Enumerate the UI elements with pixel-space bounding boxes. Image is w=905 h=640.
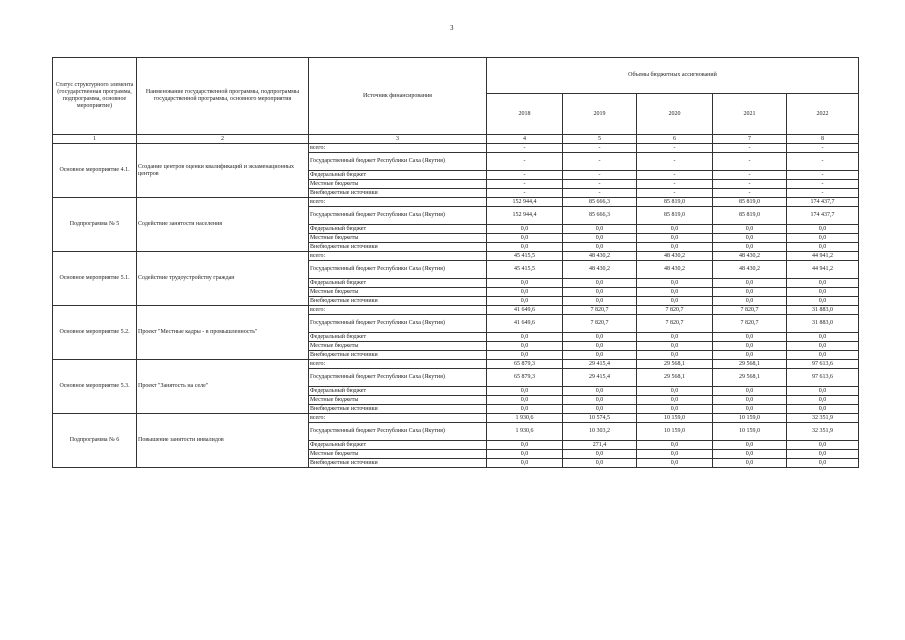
table-row [53,198,859,207]
source-cell: Внебюджетные источники [309,189,487,198]
value-cell: 7 820,7 [713,315,787,333]
value-cell: 48 430,2 [637,252,713,261]
column-number: 4 [487,135,563,144]
value-cell: 0,0 [637,450,713,459]
source-cell: Государственный бюджет Республики Саха (Якутия) [309,369,487,387]
value-cell: - [637,144,713,153]
value-cell: 152 944,4 [487,207,563,225]
value-cell: 45 415,5 [487,252,563,261]
value-cell: 0,0 [563,225,637,234]
value-cell: 0,0 [487,333,563,342]
value-cell: 0,0 [487,396,563,405]
value-cell: 0,0 [563,387,637,396]
value-cell: - [637,180,713,189]
source-cell: Местные бюджеты [309,450,487,459]
value-cell: 0,0 [487,234,563,243]
status-cell: Основное мероприятие 4.1. [53,144,137,198]
column-number: 7 [713,135,787,144]
value-cell: 0,0 [487,225,563,234]
value-cell: 10 159,0 [637,414,713,423]
source-cell: Местные бюджеты [309,342,487,351]
value-cell: 0,0 [563,396,637,405]
value-cell: 152 944,4 [487,198,563,207]
value-cell: 0,0 [563,405,637,414]
value-cell: 0,0 [713,279,787,288]
value-cell: 29 568,1 [637,360,713,369]
value-cell: 7 820,7 [637,315,713,333]
source-cell: всего: [309,306,487,315]
value-cell: 0,0 [713,450,787,459]
value-cell: 10 303,2 [563,423,637,441]
value-cell: 0,0 [637,441,713,450]
header-year: 2020 [637,94,713,135]
source-cell: Федеральный бюджет [309,333,487,342]
source-cell: Местные бюджеты [309,396,487,405]
value-cell: - [787,180,859,189]
column-number: 6 [637,135,713,144]
value-cell: 0,0 [487,243,563,252]
value-cell: 174 437,7 [787,198,859,207]
value-cell: 97 613,6 [787,360,859,369]
header-year: 2018 [487,94,563,135]
value-cell: 0,0 [713,387,787,396]
column-number: 5 [563,135,637,144]
value-cell: 0,0 [787,405,859,414]
status-cell: Основное мероприятие 5.3. [53,360,137,414]
value-cell: - [787,189,859,198]
value-cell: 0,0 [637,342,713,351]
value-cell: - [713,144,787,153]
value-cell: 0,0 [787,441,859,450]
status-cell: Подпрограмма № 5 [53,198,137,252]
source-cell: всего: [309,144,487,153]
value-cell: 7 820,7 [563,306,637,315]
value-cell: 0,0 [637,396,713,405]
budget-table [52,57,859,468]
value-cell: 174 437,7 [787,207,859,225]
value-cell: 48 430,2 [563,261,637,279]
value-cell: - [713,180,787,189]
column-number: 3 [309,135,487,144]
value-cell: - [637,189,713,198]
value-cell: 41 649,6 [487,315,563,333]
value-cell: 0,0 [787,297,859,306]
value-cell: 0,0 [487,441,563,450]
column-number: 8 [787,135,859,144]
source-cell: Государственный бюджет Республики Саха (Якутия) [309,315,487,333]
value-cell: 0,0 [713,396,787,405]
value-cell: 0,0 [563,333,637,342]
value-cell: - [563,171,637,180]
value-cell: 0,0 [637,459,713,468]
value-cell: 0,0 [637,351,713,360]
value-cell: 85 819,0 [713,198,787,207]
value-cell: - [563,153,637,171]
source-cell: Внебюджетные источники [309,297,487,306]
value-cell: 0,0 [787,387,859,396]
table-row [53,360,859,369]
source-cell: всего: [309,252,487,261]
column-number: 1 [53,135,137,144]
source-cell: Федеральный бюджет [309,279,487,288]
value-cell: 32 351,9 [787,423,859,441]
value-cell: 0,0 [487,279,563,288]
value-cell: 0,0 [487,351,563,360]
value-cell: 7 820,7 [637,306,713,315]
value-cell: 0,0 [787,396,859,405]
value-cell: 0,0 [787,279,859,288]
column-number: 2 [137,135,309,144]
value-cell: 0,0 [563,297,637,306]
value-cell: 0,0 [637,225,713,234]
value-cell: - [787,171,859,180]
value-cell: - [563,189,637,198]
value-cell: 31 883,0 [787,306,859,315]
program-name-cell: Содействие трудоустройству граждан [137,252,309,306]
value-cell: 0,0 [563,351,637,360]
value-cell: 0,0 [487,297,563,306]
source-cell: Местные бюджеты [309,234,487,243]
value-cell: 10 574,5 [563,414,637,423]
value-cell: 0,0 [787,351,859,360]
value-cell: 0,0 [787,288,859,297]
header-year: 2021 [713,94,787,135]
value-cell: 29 415,4 [563,369,637,387]
program-name-cell: Проект "Занятость на селе" [137,360,309,414]
value-cell: 0,0 [787,333,859,342]
program-name-cell: Проект "Местные кадры - в промышленность" [137,306,309,360]
value-cell: 85 819,0 [637,198,713,207]
value-cell: 0,0 [637,279,713,288]
value-cell: 0,0 [787,459,859,468]
value-cell: 0,0 [563,243,637,252]
value-cell: 0,0 [713,243,787,252]
value-cell: 29 568,1 [713,369,787,387]
value-cell: - [487,171,563,180]
value-cell: 0,0 [487,459,563,468]
value-cell: - [787,144,859,153]
value-cell: - [487,180,563,189]
source-cell: всего: [309,198,487,207]
value-cell: 29 568,1 [637,369,713,387]
value-cell: 0,0 [787,243,859,252]
source-cell: всего: [309,414,487,423]
value-cell: - [563,144,637,153]
table-row [53,252,859,261]
value-cell: 32 351,9 [787,414,859,423]
value-cell: 0,0 [487,450,563,459]
header-name: Наименование государственной программы, подпрограммы государственной программы, основного мероприятия [137,58,309,135]
value-cell: 10 159,0 [637,423,713,441]
value-cell: 0,0 [563,279,637,288]
value-cell: 0,0 [713,441,787,450]
header-status: Статус структурного элемента (государственная программа, подпрограмма, основное мероприятие) [53,58,137,135]
value-cell: 85 819,0 [713,207,787,225]
page-number: 3 [450,24,454,32]
value-cell: 41 649,6 [487,306,563,315]
value-cell: 1 930,6 [487,423,563,441]
source-cell: Федеральный бюджет [309,225,487,234]
program-name-cell: Повышение занятости инвалидов [137,414,309,468]
value-cell: 97 613,6 [787,369,859,387]
status-cell: Основное мероприятие 5.1. [53,252,137,306]
value-cell: 29 568,1 [713,360,787,369]
source-cell: Государственный бюджет Республики Саха (Якутия) [309,207,487,225]
value-cell: - [563,180,637,189]
value-cell: 44 941,2 [787,252,859,261]
value-cell: 0,0 [713,351,787,360]
value-cell: 0,0 [713,459,787,468]
value-cell: - [713,153,787,171]
value-cell: 271,4 [563,441,637,450]
header-year: 2019 [563,94,637,135]
value-cell: 0,0 [487,288,563,297]
value-cell: 0,0 [713,234,787,243]
value-cell: 31 883,0 [787,315,859,333]
value-cell: 0,0 [713,225,787,234]
program-name-cell: Создание центров оценки квалификаций и экзаменационных центров [137,144,309,198]
source-cell: Внебюджетные источники [309,459,487,468]
value-cell: 0,0 [487,405,563,414]
value-cell: 0,0 [713,333,787,342]
value-cell: 0,0 [787,342,859,351]
value-cell: 0,0 [637,288,713,297]
value-cell: 0,0 [637,297,713,306]
program-name-cell: Содействие занятости населения [137,198,309,252]
value-cell: - [787,153,859,171]
source-cell: Внебюджетные источники [309,351,487,360]
value-cell: 0,0 [713,297,787,306]
source-cell: Государственный бюджет Республики Саха (Якутия) [309,153,487,171]
value-cell: 0,0 [637,243,713,252]
source-cell: всего: [309,360,487,369]
source-cell: Государственный бюджет Республики Саха (Якутия) [309,261,487,279]
value-cell: 48 430,2 [713,261,787,279]
header-source: Источник финансирования [309,58,487,135]
value-cell: 65 879,3 [487,360,563,369]
table-body [53,144,859,468]
status-cell: Основное мероприятие 5.2. [53,306,137,360]
value-cell: 7 820,7 [713,306,787,315]
value-cell: 0,0 [563,234,637,243]
value-cell: 85 666,3 [563,198,637,207]
value-cell: 0,0 [787,234,859,243]
value-cell: 0,0 [637,333,713,342]
source-cell: Федеральный бюджет [309,441,487,450]
value-cell: 10 159,0 [713,423,787,441]
value-cell: - [637,153,713,171]
value-cell: 48 430,2 [713,252,787,261]
value-cell: - [487,189,563,198]
header-year: 2022 [787,94,859,135]
value-cell: 1 930,6 [487,414,563,423]
value-cell: 7 820,7 [563,315,637,333]
value-cell: 10 159,0 [713,414,787,423]
table-row [53,144,859,153]
value-cell: - [487,153,563,171]
value-cell: 0,0 [637,387,713,396]
value-cell: 65 879,3 [487,369,563,387]
source-cell: Внебюджетные источники [309,405,487,414]
value-cell: 44 941,2 [787,261,859,279]
source-cell: Внебюджетные источники [309,243,487,252]
source-cell: Федеральный бюджет [309,387,487,396]
value-cell: - [487,144,563,153]
value-cell: 0,0 [787,450,859,459]
value-cell: 0,0 [787,225,859,234]
value-cell: 29 415,4 [563,360,637,369]
source-cell: Государственный бюджет Республики Саха (Якутия) [309,423,487,441]
source-cell: Местные бюджеты [309,288,487,297]
table-row [53,306,859,315]
value-cell: 0,0 [487,342,563,351]
value-cell: - [713,189,787,198]
value-cell: - [713,171,787,180]
value-cell: 0,0 [713,405,787,414]
value-cell: 0,0 [563,288,637,297]
header-volumes: Объемы бюджетных ассигнований [487,58,859,94]
value-cell: 45 415,5 [487,261,563,279]
value-cell: 48 430,2 [637,261,713,279]
value-cell: 0,0 [637,405,713,414]
source-cell: Местные бюджеты [309,180,487,189]
table-row [53,414,859,423]
value-cell: 48 430,2 [563,252,637,261]
value-cell: 0,0 [637,234,713,243]
value-cell: 0,0 [713,342,787,351]
status-cell: Подпрограмма № 6 [53,414,137,468]
value-cell: 0,0 [563,450,637,459]
value-cell: 0,0 [487,387,563,396]
value-cell: 0,0 [713,288,787,297]
value-cell: 0,0 [563,342,637,351]
value-cell: - [637,171,713,180]
source-cell: Федеральный бюджет [309,171,487,180]
value-cell: 85 666,3 [563,207,637,225]
value-cell: 85 819,0 [637,207,713,225]
value-cell: 0,0 [563,459,637,468]
